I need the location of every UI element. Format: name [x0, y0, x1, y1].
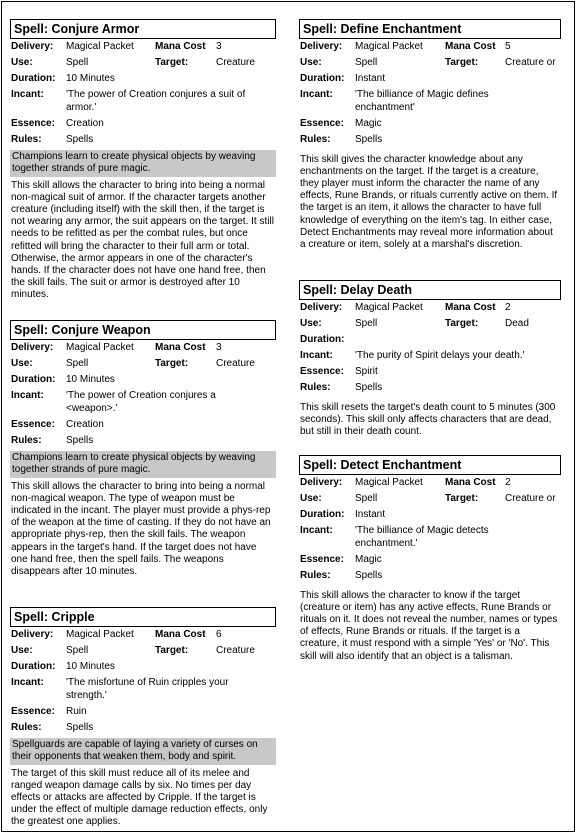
rules-row: [299, 134, 561, 147]
essence-value: Spirit: [355, 366, 378, 377]
essence-value: Creation: [66, 117, 104, 129]
delivery-value: Magical Packet: [355, 41, 423, 52]
spell-define-enchantment: [299, 19, 561, 251]
spell-title: Spell: Delay Death: [299, 280, 561, 300]
duration-row: [299, 509, 561, 522]
target-label: Target:: [445, 318, 479, 329]
target-value: Dead: [505, 318, 529, 329]
use-label: Use:: [300, 493, 322, 504]
target-value: Creature or: [505, 57, 556, 68]
use-row: [10, 358, 276, 371]
mana-cost-label: Mana Cost: [155, 342, 206, 353]
essence-row: [10, 706, 276, 719]
rules-row: [10, 722, 276, 735]
incant-row: [299, 525, 561, 550]
target-label: Target:: [155, 358, 189, 369]
delivery-row: [299, 41, 561, 54]
incant-value: 'The billiance of Magic detects enchantment.': [355, 525, 489, 549]
essence-value: Magic: [355, 553, 382, 565]
rules-label: Rules:: [11, 434, 42, 446]
delivery-row: [299, 302, 561, 315]
rules-row: [10, 134, 276, 147]
essence-label: Essence:: [300, 553, 344, 565]
spell-title: Spell: Cripple: [10, 607, 276, 627]
duration-label: Duration:: [300, 509, 345, 520]
mana-cost-value: 3: [216, 342, 222, 353]
spell-delay-death: [299, 280, 561, 439]
mana-cost-value: 3: [216, 41, 222, 52]
spell-cripple: [10, 607, 276, 829]
use-value: Spell: [355, 493, 378, 504]
spell-description: This skill gives the character knowledge about any enchantments on the target. If the target is a creature, they player must inform the character the name of any effects, Rune Brands, or rituals currently active on them. If the target is an item, it allows the character to have full knowledge of everything on the item's tag. In either case, Detect Enchantments may reveal more information about a creature or item, solely at a marshal's discretion.: [300, 153, 558, 250]
duration-value: Instant: [355, 73, 386, 84]
duration-label: Duration:: [11, 374, 56, 385]
use-row: [10, 645, 276, 658]
rules-label: Rules:: [300, 133, 331, 145]
spell-description: This skill allows the character to bring into being a normal non-magical weapon. The type of weapon must be indicated in the incant. The player must provide a phys-rep of the weapon at the time of casting. If they do not have an appropriate phys-rep, then the skill fails. The weapon appears in the target's hand. If the target does not have one hand free, then the spell fails. The weapons disappears after 10 minutes.: [11, 480, 271, 577]
delivery-row: [10, 629, 276, 642]
use-label: Use:: [11, 645, 33, 656]
mana-cost-label: Mana Cost: [445, 41, 496, 52]
essence-label: Essence:: [11, 418, 55, 430]
rules-label: Rules:: [11, 721, 42, 733]
target-value: Creature or: [505, 493, 556, 504]
incant-row: [10, 677, 276, 702]
use-value: Spell: [66, 57, 89, 68]
spell-title: Spell: Conjure Armor: [10, 19, 276, 39]
mana-cost-value: 2: [505, 477, 511, 488]
spell-title: Spell: Define Enchantment: [299, 19, 561, 39]
delivery-row: [10, 342, 276, 355]
incant-value: 'The power of Creation conjures a <weapon>.': [66, 390, 216, 414]
delivery-label: Delivery:: [300, 477, 343, 488]
delivery-row: [10, 41, 276, 54]
incant-row: [299, 89, 561, 114]
spell-detect-enchantment: [299, 455, 561, 663]
mana-cost-value: 5: [505, 41, 511, 52]
essence-label: Essence:: [11, 705, 55, 717]
spell-description: This skill allows the character to know if the target (creature or item) has any active effects, Rune Brands or rituals on it. It does not reveal the number, names or types of effects, Rune Brands or rituals. If the target is a creature, it must respond with a simple 'Yes' or 'No'. This skill will also identify that an object is a talisman.: [300, 589, 558, 662]
duration-label: Duration:: [300, 334, 345, 345]
target-label: Target:: [445, 57, 479, 68]
incant-value: 'The purity of Spirit delays your death.': [355, 350, 525, 361]
rules-value: Spells: [355, 133, 383, 145]
rules-value: Spells: [355, 382, 383, 393]
essence-row: [10, 118, 276, 131]
use-value: Spell: [66, 358, 89, 369]
incant-label: Incant:: [11, 677, 44, 688]
incant-row: [299, 350, 561, 363]
incant-label: Incant:: [11, 89, 44, 100]
incant-label: Incant:: [11, 390, 44, 401]
delivery-value: Magical Packet: [66, 629, 134, 640]
use-label: Use:: [300, 318, 322, 329]
use-value: Spell: [66, 645, 89, 656]
rules-label: Rules:: [300, 382, 331, 393]
rules-row: [299, 570, 561, 583]
use-row: [10, 57, 276, 70]
duration-row: [299, 73, 561, 86]
delivery-label: Delivery:: [300, 302, 343, 313]
delivery-label: Delivery:: [11, 41, 54, 52]
essence-label: Essence:: [11, 117, 55, 129]
target-label: Target:: [155, 645, 189, 656]
delivery-value: Magical Packet: [66, 342, 134, 353]
use-row: [299, 57, 561, 70]
target-label: Target:: [155, 57, 189, 68]
duration-row: [10, 73, 276, 86]
spell-description: The target of this skill must reduce all of its melee and ranged weapon damage calls by six. No times per day effects or attacks are affected by Cripple. If the target is under the effect of multiple damage reduction effects, only the greatest one applies.: [11, 767, 268, 828]
essence-label: Essence:: [300, 366, 344, 377]
rules-value: Spells: [66, 434, 94, 446]
flavor-text: Champions learn to create physical objects by weaving together strands of pure magic.: [10, 150, 276, 177]
duration-row: [10, 374, 276, 387]
target-value: Creature: [216, 57, 255, 68]
target-value: Creature: [216, 358, 255, 369]
incant-value: 'The power of Creation conjures a suit of armor.': [66, 89, 246, 113]
delivery-value: Magical Packet: [355, 302, 423, 313]
incant-value: 'The misfortune of Ruin cripples your strength.': [66, 677, 229, 701]
rules-value: Spells: [66, 721, 94, 733]
duration-row: [10, 661, 276, 674]
use-row: [299, 318, 561, 331]
use-row: [299, 493, 561, 506]
mana-cost-label: Mana Cost: [445, 477, 496, 488]
use-label: Use:: [11, 57, 33, 68]
rules-row: [299, 382, 561, 395]
essence-row: [299, 118, 561, 131]
duration-row: [299, 334, 561, 347]
delivery-label: Delivery:: [11, 629, 54, 640]
duration-value: 10 Minutes: [66, 661, 115, 672]
essence-label: Essence:: [300, 117, 344, 129]
rules-label: Rules:: [11, 133, 42, 145]
mana-cost-label: Mana Cost: [155, 41, 206, 52]
mana-cost-label: Mana Cost: [445, 302, 496, 313]
spell-title: Spell: Conjure Weapon: [10, 320, 276, 340]
spell-card-page: [1, 1, 575, 832]
spell-description: This skill resets the target's death count to 5 minutes (300 seconds). This skill only affects characters that are dead, but still in their death count.: [300, 402, 556, 438]
incant-label: Incant:: [300, 525, 333, 536]
essence-value: Magic: [355, 117, 382, 129]
essence-value: Ruin: [66, 705, 87, 717]
incant-label: Incant:: [300, 350, 333, 361]
flavor-text: Champions learn to create physical objects by weaving together strands of pure magic.: [10, 451, 276, 478]
use-value: Spell: [355, 57, 378, 68]
duration-label: Duration:: [11, 661, 56, 672]
incant-label: Incant:: [300, 89, 333, 100]
essence-value: Creation: [66, 418, 104, 430]
essence-row: [299, 366, 561, 379]
incant-row: [10, 89, 276, 114]
spell-title: Spell: Detect Enchantment: [299, 455, 561, 475]
use-label: Use:: [300, 57, 322, 68]
incant-value: 'The billiance of Magic defines enchantment': [355, 89, 489, 113]
mana-cost-value: 2: [505, 302, 511, 313]
incant-row: [10, 390, 276, 415]
essence-row: [10, 419, 276, 432]
duration-label: Duration:: [11, 73, 56, 84]
duration-value: Instant: [355, 509, 386, 520]
use-value: Spell: [355, 318, 378, 329]
essence-row: [299, 554, 561, 567]
rules-value: Spells: [355, 569, 383, 581]
delivery-value: Magical Packet: [66, 41, 134, 52]
delivery-value: Magical Packet: [355, 477, 423, 488]
duration-value: 10 Minutes: [66, 374, 115, 385]
duration-label: Duration:: [300, 73, 345, 84]
rules-row: [10, 435, 276, 448]
mana-cost-value: 6: [216, 629, 222, 640]
flavor-text: Spellguards are capable of laying a variety of curses on their opponents that weaken them, body and spirit.: [10, 738, 276, 765]
rules-label: Rules:: [300, 569, 331, 581]
target-label: Target:: [445, 493, 479, 504]
rules-value: Spells: [66, 133, 94, 145]
spell-description: This skill allows the character to bring into being a normal non-magical suit of armor. If the character targets another creature (including itself) with the skill then, if the target is not wearing any armor, the suit appears on the target. It still needs to be refitted as per the combat rules, but once refitted will bring the character to their full arm or total. Otherwise, the armor appears in one of the character's hands. If the character does not have one hand free, then the skill fails. The suit or armor is destroyed after 10 minutes.: [11, 179, 274, 301]
delivery-label: Delivery:: [11, 342, 54, 353]
delivery-label: Delivery:: [300, 41, 343, 52]
target-value: Creature: [216, 645, 255, 656]
mana-cost-label: Mana Cost: [155, 629, 206, 640]
duration-value: 10 Minutes: [66, 73, 115, 84]
use-label: Use:: [11, 358, 33, 369]
spell-conjure-armor: [10, 19, 276, 302]
spell-conjure-weapon: [10, 320, 276, 578]
delivery-row: [299, 477, 561, 490]
